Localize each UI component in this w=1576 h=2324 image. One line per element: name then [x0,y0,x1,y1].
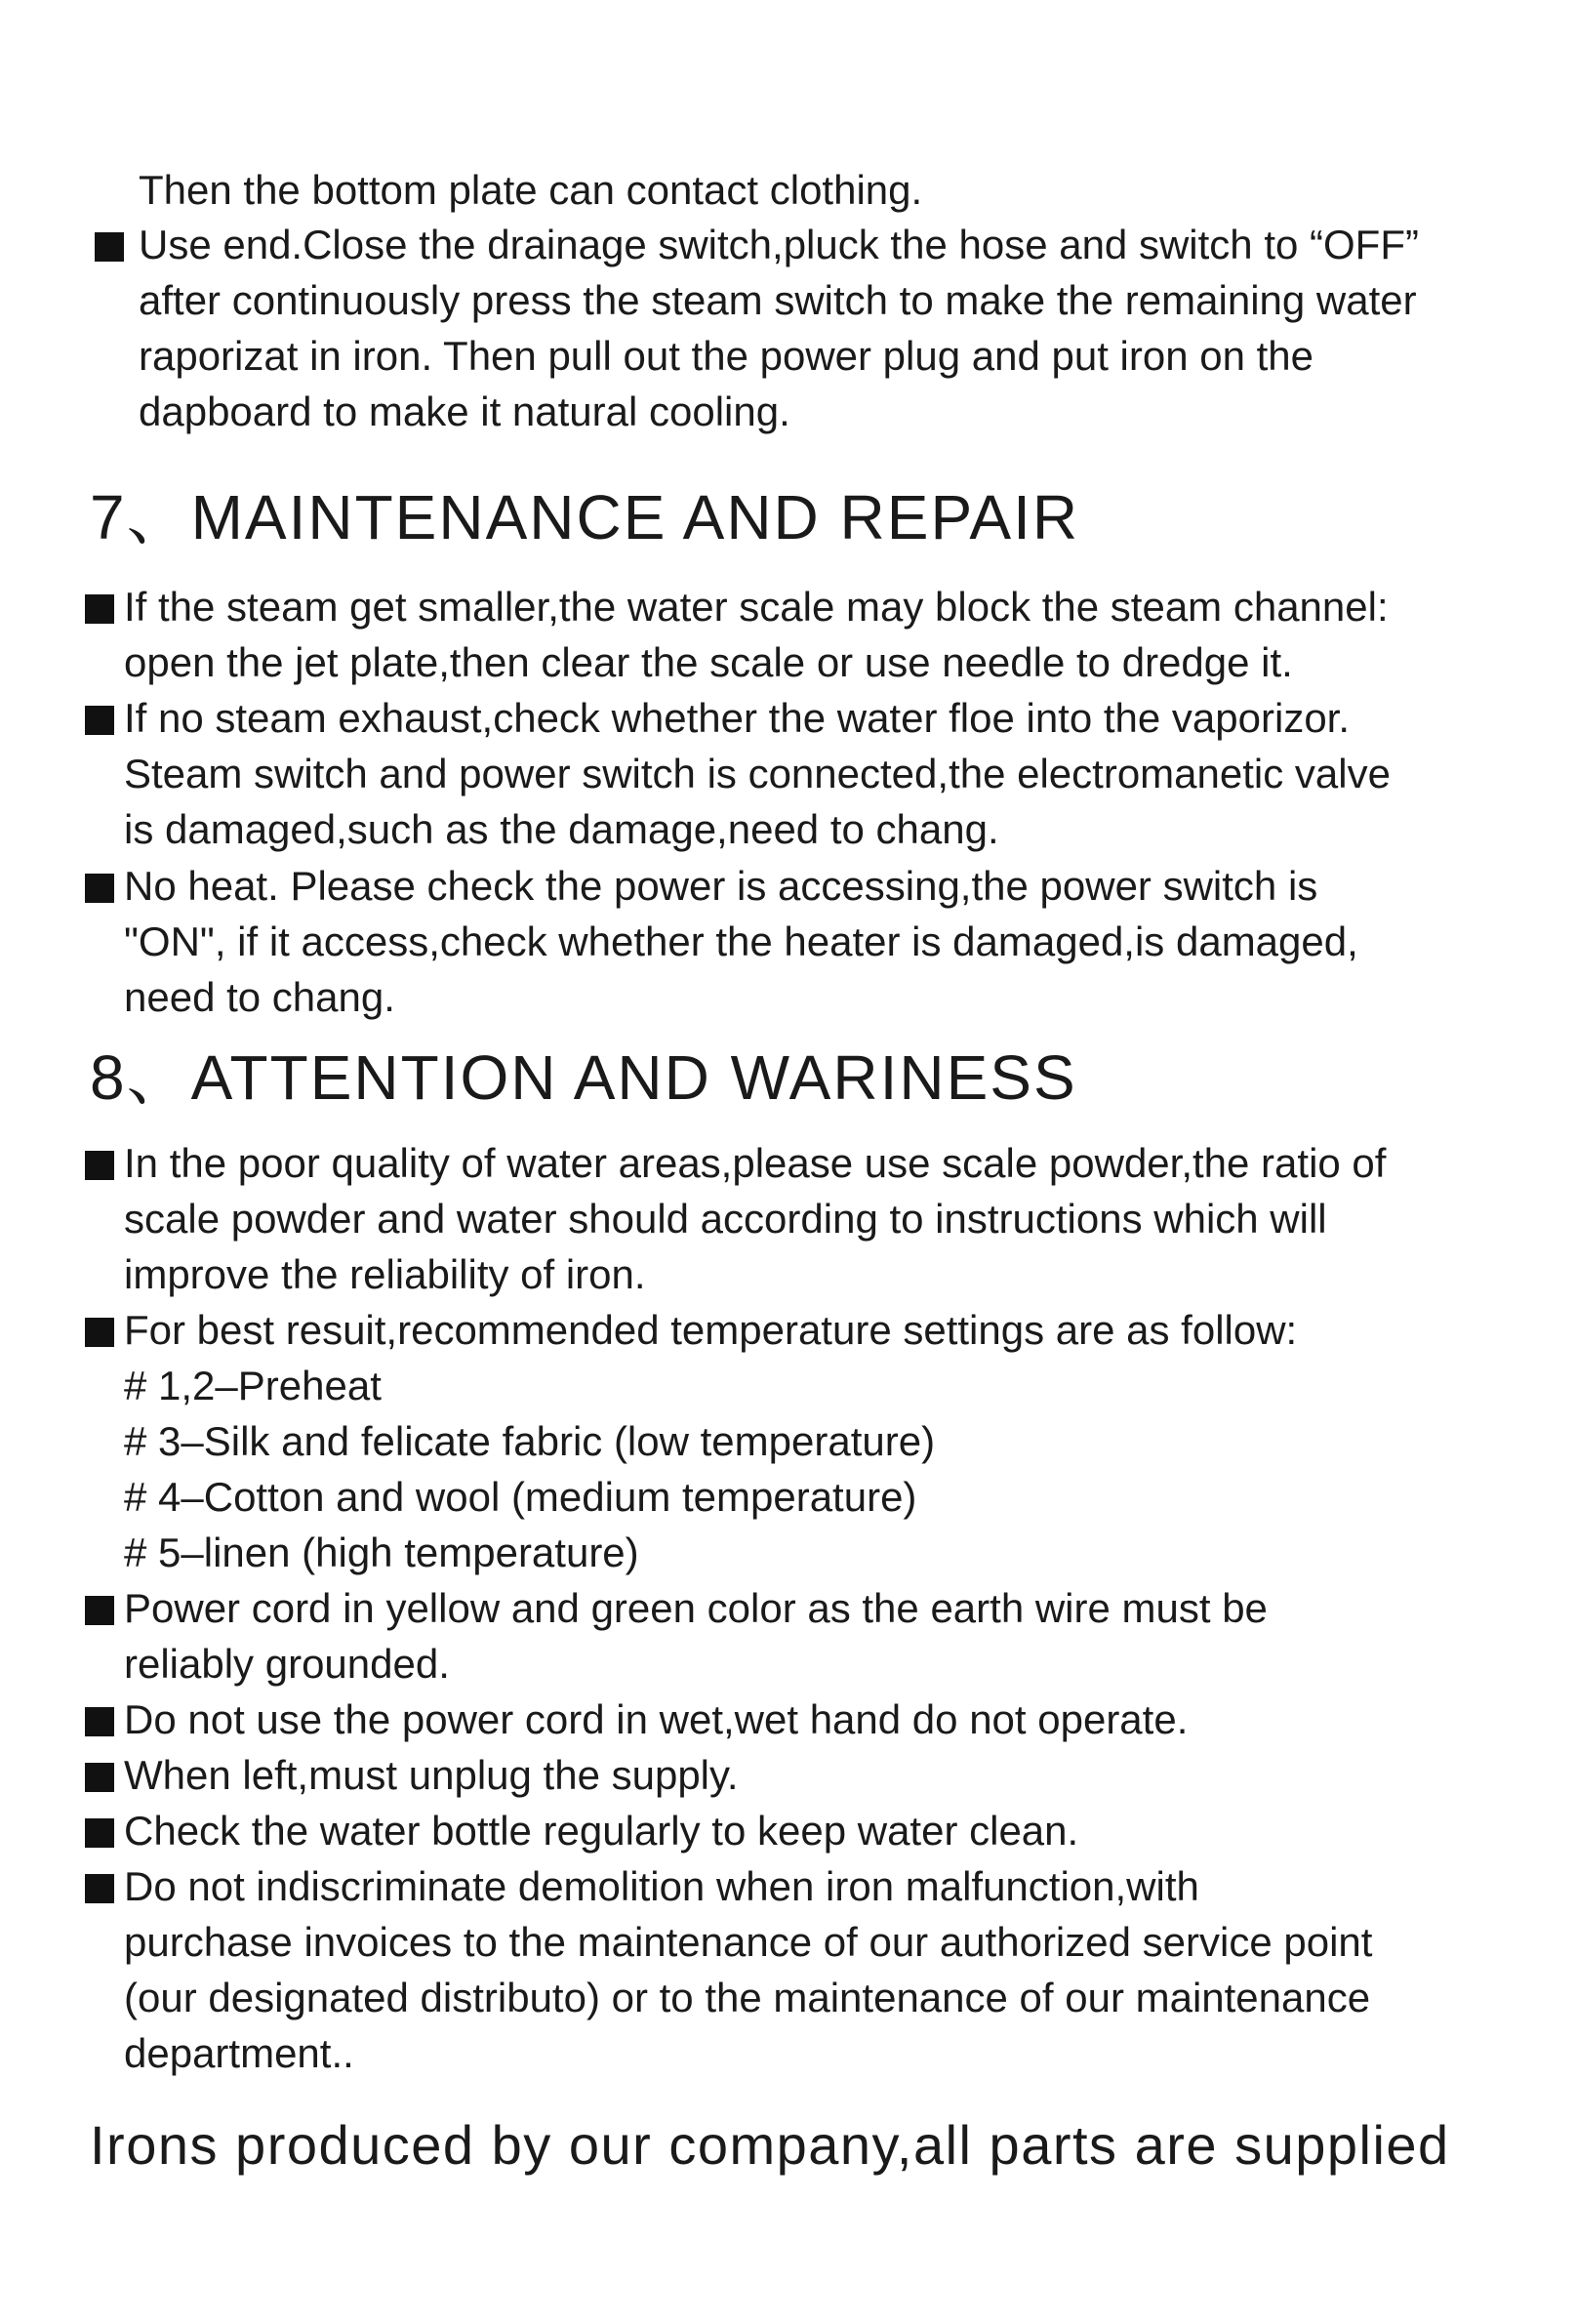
s8-item7-line1: Do not indiscriminate demolition when iron malfunction,with [124,1863,1199,1909]
bullet-square-icon [85,1318,114,1347]
s8-item7-line2: purchase invoices to the maintenance of our authorized service point [124,1919,1373,1965]
bullet-square-icon [85,874,114,903]
s8-item1-line3: improve the reliability of iron. [124,1251,646,1297]
s8-item5-line1: When left,must unplug the supply. [124,1752,739,1798]
s7-item2-line3: is damaged,such as the damage,need to chang. [124,806,999,852]
bullet-square-icon [85,706,114,735]
s8-setting-preheat: # 1,2–Preheat [124,1363,382,1408]
s8-setting-cotton: # 4–Cotton and wool (medium temperature) [124,1474,917,1520]
s8-item6-line1: Check the water bottle regularly to keep water clean. [124,1808,1079,1854]
s7-item3-line3: need to chang. [124,974,395,1020]
s7-item1-line1: If the steam get smaller,the water scale may block the steam channel: [124,584,1389,630]
bullet-square-icon [85,1818,114,1848]
s8-item7-line3: (our designated distributo) or to the maintenance of our maintenance [124,1975,1371,2020]
use-end-line-4: dapboard to make it natural cooling. [139,388,790,434]
bullet-square-icon [85,1707,114,1736]
s7-item2-line2: Steam switch and power switch is connected,the electromanetic valve [124,751,1391,796]
s8-item7-line4: department.. [124,2030,354,2076]
bullet-square-icon [85,594,114,624]
bullet-square-icon [85,1151,114,1180]
use-end-line-1: Use end.Close the drainage switch,pluck the hose and switch to “OFF” [139,222,1419,267]
s8-item3-line2: reliably grounded. [124,1641,450,1687]
bullet-square-icon [85,1596,114,1625]
bullet-square-icon [95,232,124,262]
s7-item3-line2: "ON", if it access,check whether the heater is damaged,is damaged, [124,918,1358,964]
bullet-square-icon [85,1763,114,1792]
s8-item4-line1: Do not use the power cord in wet,wet hand do not operate. [124,1696,1189,1742]
s7-item1-line2: open the jet plate,then clear the scale or use needle to dredge it. [124,639,1293,685]
intro-line: Then the bottom plate can contact clothing. [139,167,923,213]
use-end-line-3: raporizat in iron. Then pull out the power plug and put iron on the [139,333,1314,379]
s8-item1-line2: scale powder and water should according to instructions which will [124,1196,1327,1242]
bullet-square-icon [85,1874,114,1903]
use-end-line-2: after continuously press the steam switch to make the remaining water [139,277,1417,323]
s7-item3-line1: No heat. Please check the power is accessing,the power switch is [124,863,1318,909]
section-7-heading: 7、MAINTENANCE AND REPAIR [90,482,1080,552]
s8-item3-line1: Power cord in yellow and green color as the earth wire must be [124,1585,1268,1631]
s8-item2-line1: For best resuit,recommended temperature settings are as follow: [124,1307,1298,1353]
s8-setting-linen: # 5–linen (high temperature) [124,1529,639,1575]
s8-item1-line1: In the poor quality of water areas,please use scale powder,the ratio of [124,1140,1387,1186]
s8-setting-silk: # 3–Silk and felicate fabric (low temperature) [124,1418,936,1464]
footer-text: Irons produced by our company,all parts are supplied [90,2114,1450,2176]
section-8-heading: 8、ATTENTION AND WARINESS [90,1042,1077,1113]
s7-item2-line1: If no steam exhaust,check whether the water floe into the vaporizor. [124,695,1351,741]
